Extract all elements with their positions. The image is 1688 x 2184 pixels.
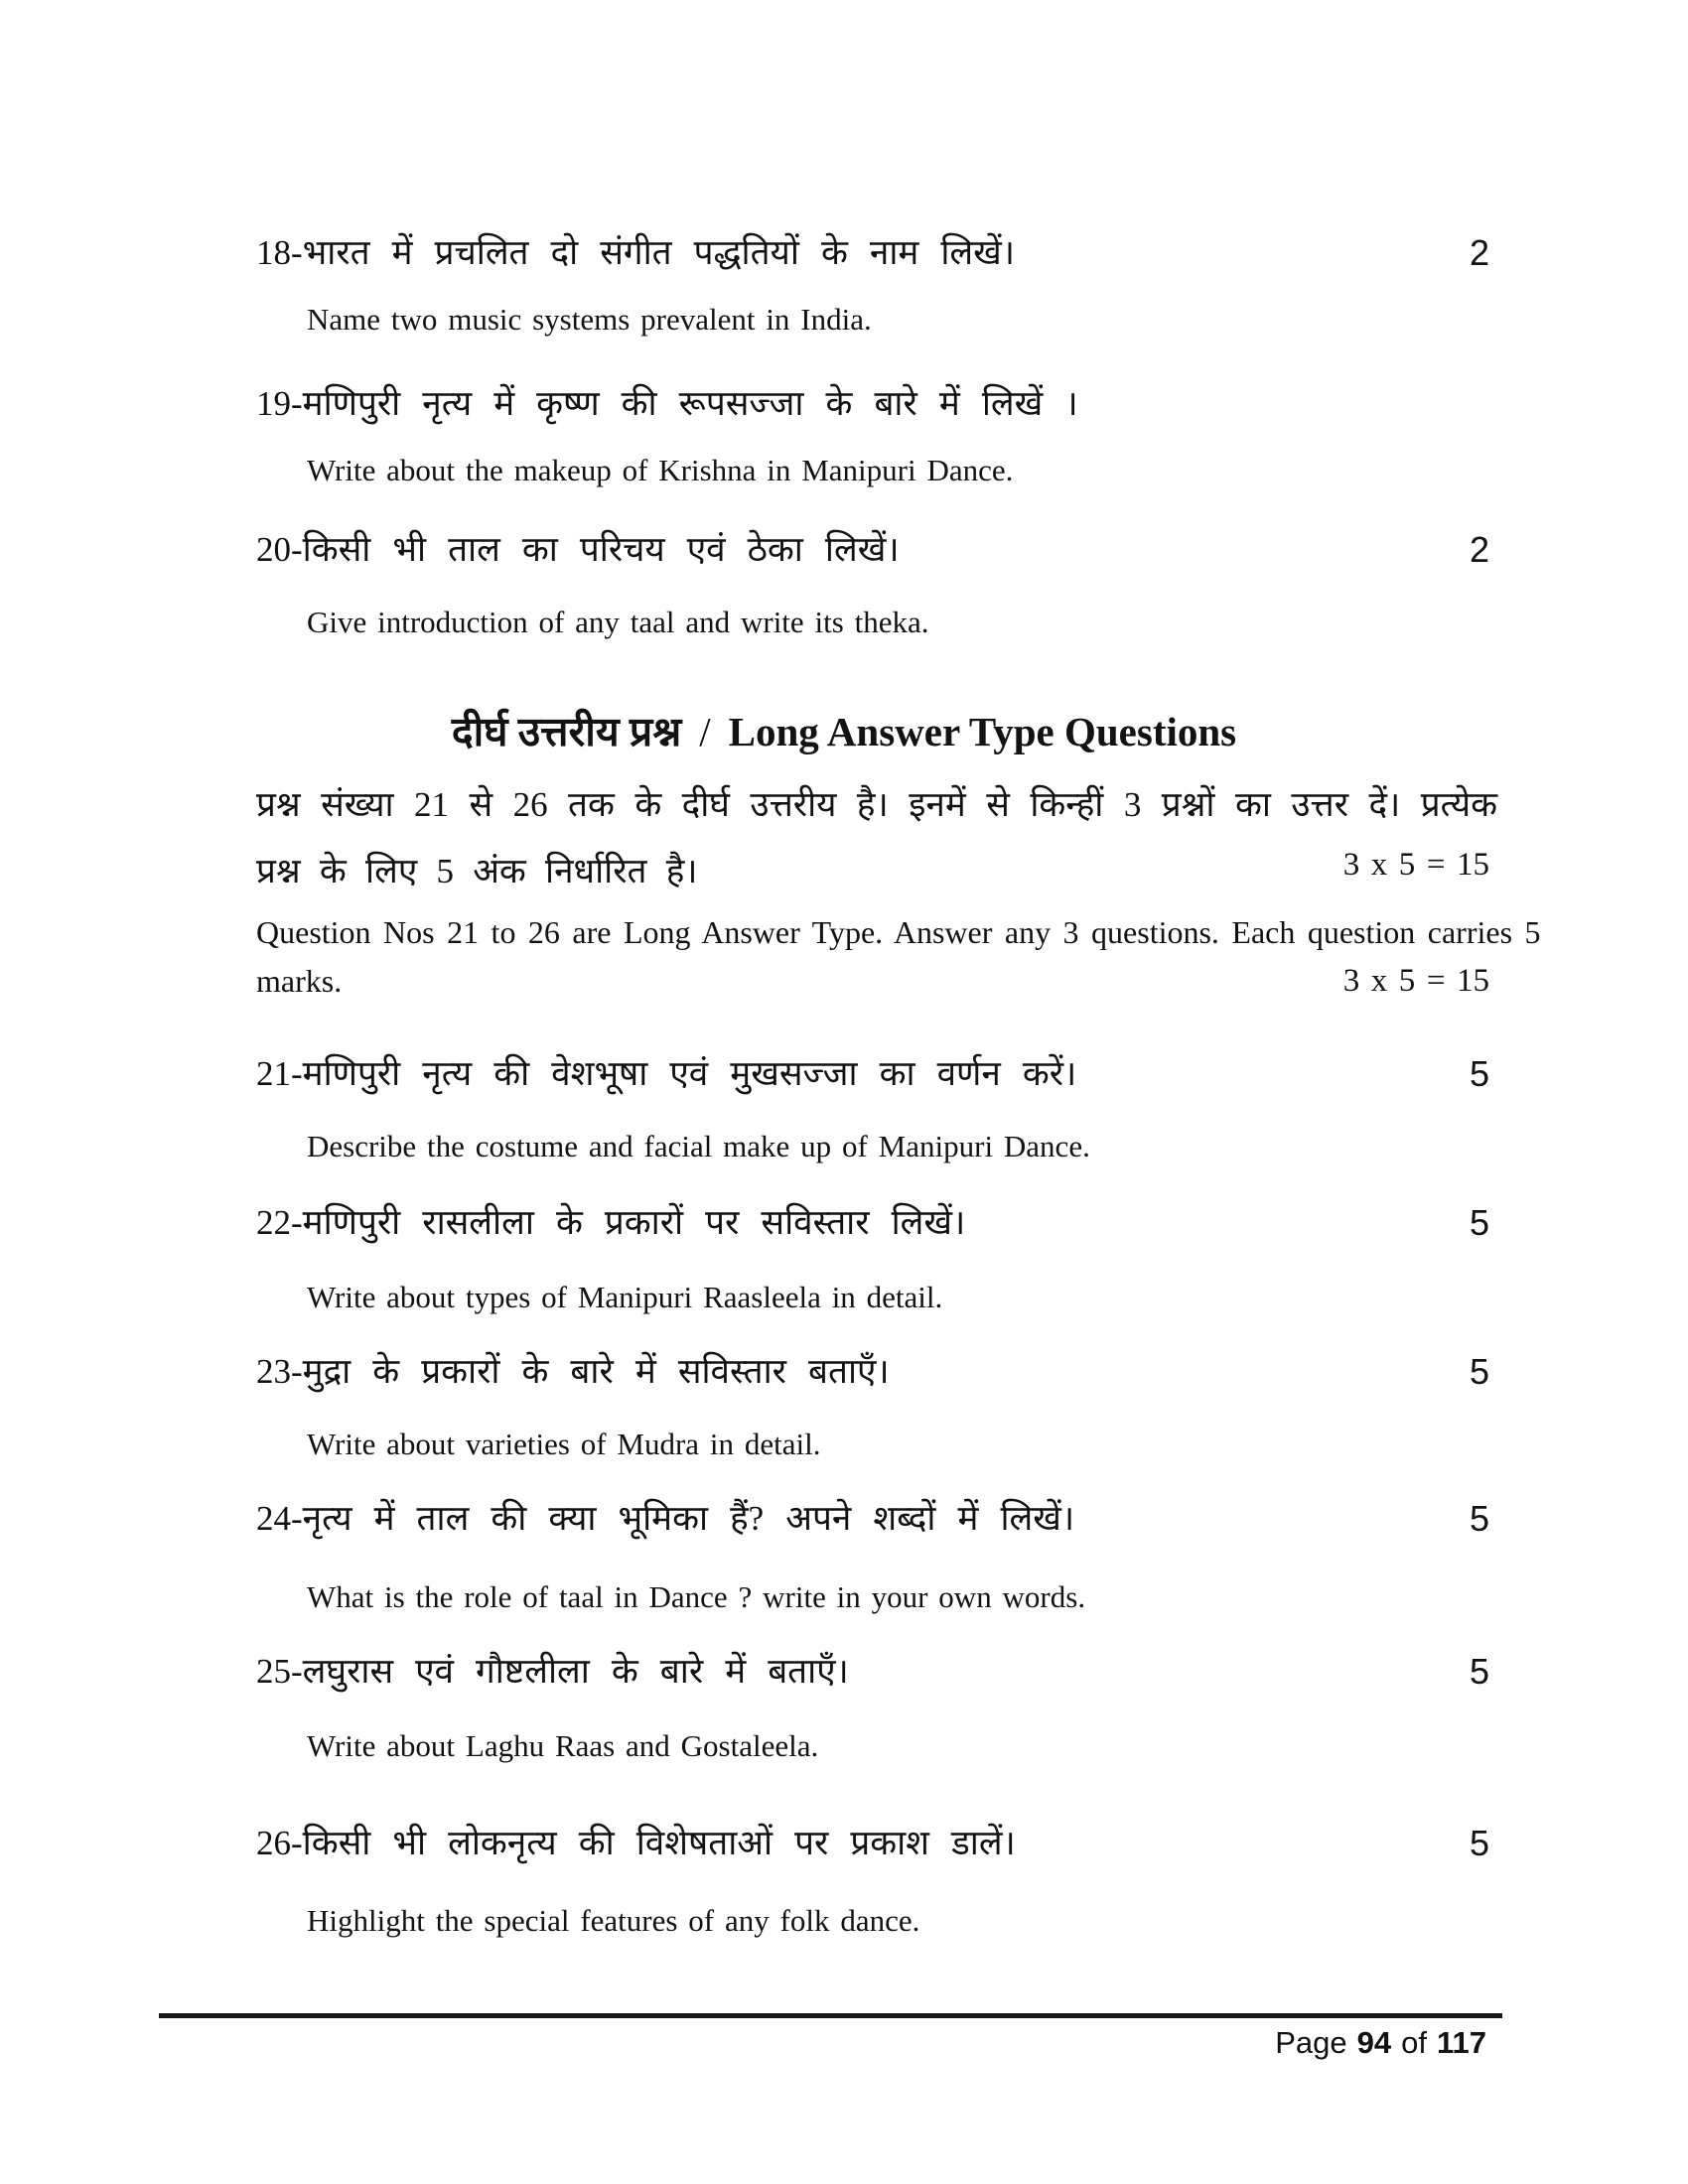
instructions-hindi-line1: प्रश्न संख्या 21 से 26 तक के दीर्घ उत्तरीय है। इनमें से किन्हीं 3 प्रश्नों का उत्तर दें। प्रत्येक [256,785,1497,824]
question-20-number: 20- [256,530,303,569]
instructions-hindi-line2-row [256,847,1489,893]
section-heading-separator: / [699,709,711,754]
question-25-english: Write about Laghu Raas and Gostaleela. [307,1728,819,1763]
question-19-number: 19- [256,384,303,423]
question-21-number: 21- [256,1054,303,1093]
instructions-hindi-marks-formula: 3 x 5 = 15 [1342,847,1489,883]
question-24-english: What is the role of taal in Dance ? write in your own words. [307,1579,1086,1614]
question-25-marks: 5 [1469,1651,1489,1692]
footer-of-word: of [1401,2025,1427,2060]
question-18-number: 18- [256,233,303,272]
section-heading-hindi: दीर्घ उत्तरीय प्रश्न [451,709,682,754]
question-24-marks: 5 [1469,1498,1489,1539]
question-18-hindi-line [256,231,1489,275]
page-number-footer [1275,2025,1486,2061]
question-25-hindi-line [256,1650,1489,1694]
footer-divider-line [159,2013,1502,2018]
question-18-english: Name two music systems prevalent in India. [307,302,872,337]
question-22-number: 22- [256,1203,303,1242]
question-22-hindi: 22-मणिपुरी रासलीला के प्रकारों पर सविस्तार लिखें। [256,1203,966,1242]
question-24-number: 24- [256,1499,303,1538]
question-23-marks: 5 [1469,1351,1489,1392]
question-26-hindi-line [256,1822,1489,1865]
question-25-hindi: 25-लघुरास एवं गौष्टलीला के बारे में बताएँ। [256,1652,849,1691]
question-21-marks: 5 [1469,1053,1489,1094]
question-18-marks: 2 [1469,232,1489,273]
question-20-marks: 2 [1469,529,1489,570]
question-26-hindi: 26-किसी भी लोकनृत्य की विशेषताओं पर प्रकाश डालें। [256,1824,1016,1862]
question-18-hindi: 18-भारत में प्रचलित दो संगीत पद्धतियों के नाम लिखें। [256,233,1016,272]
question-24-hindi: 24-नृत्य में ताल की क्या भूमिका हैं? अपने शब्दों में लिखें। [256,1499,1075,1538]
question-23-english: Write about varieties of Mudra in detail. [307,1427,821,1461]
question-22-hindi-line [256,1201,1489,1245]
instructions-english-line2: marks. [256,963,343,999]
question-26-marks: 5 [1469,1823,1489,1863]
question-20-hindi-line [256,528,1489,572]
question-22-marks: 5 [1469,1202,1489,1243]
question-20-english: Give introduction of any taal and write its theka. [307,605,929,639]
question-22-english: Write about types of Manipuri Raasleela in detail. [307,1280,943,1314]
instructions-english-marks-formula: 3 x 5 = 15 [1342,963,1489,999]
question-20-hindi: 20-किसी भी ताल का परिचय एवं ठेका लिखें। [256,530,900,569]
footer-page-word: Page [1275,2025,1347,2060]
instructions-english-line1: Question Nos 21 to 26 are Long Answer Type. Answer any 3 questions. Each question carries 5 [256,914,1541,950]
section-heading [0,703,1688,758]
question-19-hindi-line [256,382,1489,426]
question-26-number: 26- [256,1824,303,1862]
question-25-number: 25- [256,1652,303,1691]
question-21-hindi: 21-मणिपुरी नृत्य की वेशभूषा एवं मुखसज्जा का वर्णन करें। [256,1054,1077,1093]
question-23-hindi-line [256,1350,1489,1394]
question-21-hindi-line [256,1052,1489,1096]
question-19-english: Write about the makeup of Krishna in Manipuri Dance. [307,453,1014,487]
question-23-hindi: 23-मुद्रा के प्रकारों के बारे में सविस्तार बताएँ। [256,1352,890,1391]
question-26-english: Highlight the special features of any folk dance. [307,1903,920,1938]
question-24-hindi-line [256,1497,1489,1541]
footer-total-pages: 117 [1436,2025,1486,2060]
section-heading-english: Long Answer Type Questions [728,709,1237,754]
question-21-english: Describe the costume and facial make up of Manipuri Dance. [307,1129,1090,1163]
question-23-number: 23- [256,1352,303,1391]
question-19-hindi: 19-मणिपुरी नृत्य में कृष्ण की रूपसज्जा के बारे में लिखें । [256,384,1078,423]
instructions-english-line2-row [256,963,1489,1000]
footer-page-number: 94 [1356,2025,1392,2060]
instructions-hindi-line2: प्रश्न के लिए 5 अंक निर्धारित है। [256,852,698,890]
